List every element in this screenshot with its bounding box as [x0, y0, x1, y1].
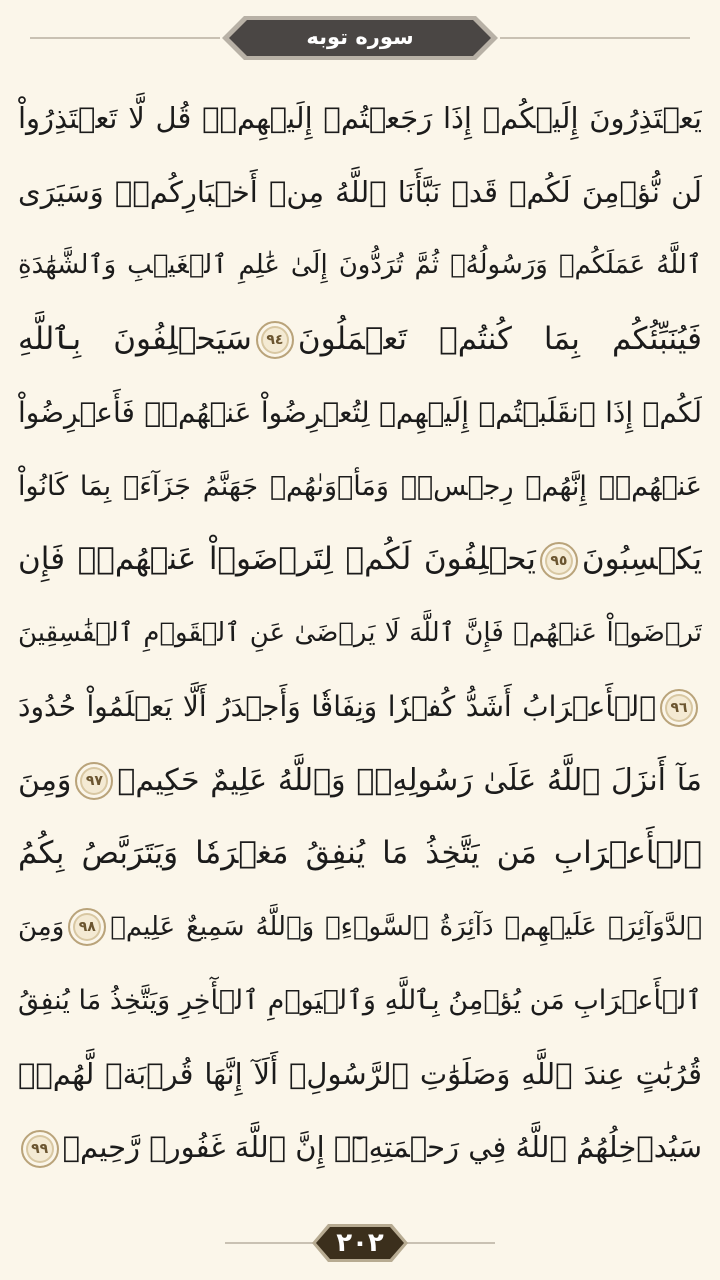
ayah-marker: ٩٤: [256, 321, 294, 359]
page-header: [0, 0, 720, 76]
verse-text: وَمِنَ: [18, 762, 72, 798]
verse-text: عَنۡهُمۡۖ إِنَّهُمۡ رِجۡسٞۖ وَمَأۡوَىٰهُمۡ جَهَنَّمُ جَزَآءَۢ بِمَا كَانُواْ: [18, 470, 702, 502]
footer-divider-left: [225, 1242, 315, 1244]
verse-line: [18, 82, 702, 156]
ayah-marker: ٩٦: [660, 689, 698, 727]
verse-line: [18, 670, 702, 744]
verse-block: [18, 82, 702, 1200]
verse-line: [18, 964, 702, 1038]
verse-text: فَيُنَبِّئُكُم بِمَا كُنتُمۡ تَعۡمَلُونَ: [297, 320, 702, 357]
header-divider-left: [30, 37, 220, 39]
verse-text: لَكُمۡ إِذَا ٱنقَلَبۡتُمۡ إِلَيۡهِمۡ لِتُعۡرِضُواْ عَنۡهُمۡۖ فَأَعۡرِضُواْ: [18, 396, 702, 429]
verse-text: ٱلۡأَعۡرَابِ مَن يَتَّخِذُ مَا يُنفِقُ مَغۡرَمٗا وَيَتَرَبَّصُ بِكُمُ: [18, 835, 702, 871]
verse-text: لَن نُّؤۡمِنَ لَكُمۡ قَدۡ نَبَّأَنَا ٱللَّهُ مِنۡ أَخۡبَارِكُمۡۚ وَسَيَرَى: [18, 174, 702, 209]
ayah-marker: ٩٥: [540, 542, 578, 580]
verse-line: [18, 156, 702, 230]
verse-text: سَيُدۡخِلُهُمُ ٱللَّهُ فِي رَحۡمَتِهِۦٓۚ إِنَّ ٱللَّهَ غَفُورٞ رَّحِيمٞ: [62, 1130, 702, 1164]
verse-text: سَيَحۡلِفُونَ بِٱللَّهِ: [18, 320, 252, 357]
verse-text: يَكۡسِبُونَ: [581, 541, 702, 577]
verse-text: مَآ أَنزَلَ ٱللَّهُ عَلَىٰ رَسُولِهِۦۗ وَٱللَّهُ عَلِيمٌ حَكِيمٞ: [117, 762, 702, 798]
verse-line: [18, 744, 702, 818]
verse-line: [18, 376, 702, 450]
verse-text: ٱلۡأَعۡرَابِ مَن يُؤۡمِنُ بِٱللَّهِ وَٱلۡيَوۡمِ ٱلۡأٓخِرِ وَيَتَّخِذُ مَا يُنفِقُ: [18, 985, 702, 1016]
page-number-badge: [310, 1222, 410, 1264]
verse-line: [18, 450, 702, 524]
page-number: ٢٠٢: [336, 1228, 384, 1258]
ayah-marker: ٩٨: [68, 908, 106, 946]
verse-text: ٱلۡأَعۡرَابُ أَشَدُّ كُفۡرٗا وَنِفَاقٗا وَأَجۡدَرُ أَلَّا يَعۡلَمُواْ حُدُودَ: [18, 690, 656, 723]
ayah-marker: ٩٧: [75, 762, 113, 800]
verse-text: يَحۡلِفُونَ لَكُمۡ لِتَرۡضَوۡاْ عَنۡهُمۡۖ فَإِن: [18, 541, 536, 577]
surah-banner: [220, 14, 500, 62]
verse-line: [18, 303, 702, 377]
surah-title: سوره توبه: [306, 25, 414, 49]
verse-text: قُرُبَٰتٍ عِندَ ٱللَّهِ وَصَلَوَٰتِ ٱلرَّسُولِۚ أَلَآ إِنَّهَا قُرۡبَةٞ لَّهُمۡۚ: [18, 1056, 702, 1091]
verse-text: يَعۡتَذِرُونَ إِلَيۡكُمۡ إِذَا رَجَعۡتُمۡ إِلَيۡهِمۡۚ قُل لَّا تَعۡتَذِرُواْ: [18, 101, 702, 135]
verse-text: تَرۡضَوۡاْ عَنۡهُمۡ فَإِنَّ ٱللَّهَ لَا يَرۡضَىٰ عَنِ ٱلۡقَوۡمِ ٱلۡفَٰسِقِينَ: [18, 617, 702, 648]
verse-text: وَمِنَ: [18, 911, 65, 942]
verse-line: [18, 523, 702, 597]
verse-line: [18, 891, 702, 965]
verse-text: ٱلدَّوَآئِرَۚ عَلَيۡهِمۡ دَآئِرَةُ ٱلسَّوۡءِۗ وَٱللَّهُ سَمِيعٌ عَلِيمٞ: [110, 911, 702, 942]
verse-line: [18, 1038, 702, 1112]
footer-divider-right: [405, 1242, 495, 1244]
verse-line: [18, 597, 702, 671]
verse-line: [18, 1111, 702, 1185]
verse-line: [18, 817, 702, 891]
verse-text: ٱللَّهُ عَمَلَكُمۡ وَرَسُولُهُۥ ثُمَّ تُرَدُّونَ إِلَىٰ عَٰلِمِ ٱلۡغَيۡبِ وَٱلشَّهَٰدَةِ: [18, 250, 702, 280]
header-divider-right: [500, 37, 690, 39]
verse-line: [18, 229, 702, 303]
ayah-marker: ٩٩: [21, 1130, 59, 1168]
